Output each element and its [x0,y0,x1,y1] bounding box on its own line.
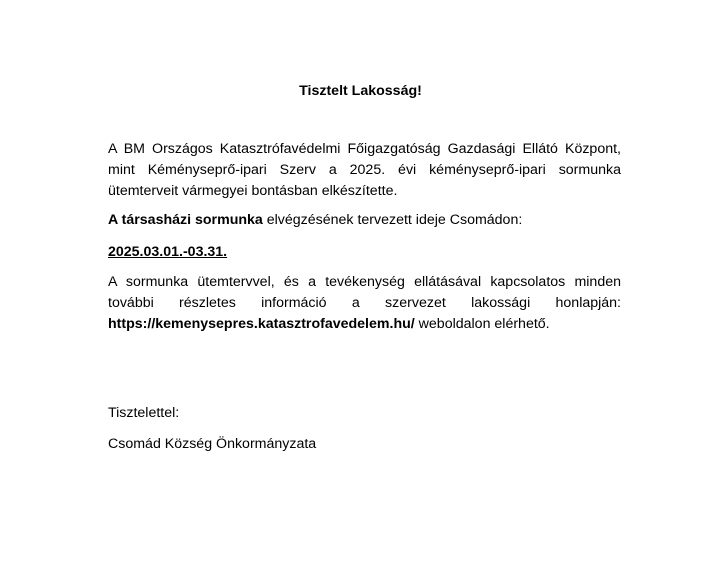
schedule-bold-label: A társasházi sormunka [108,212,263,228]
info-suffix: weboldalon elérhető. [414,316,550,332]
info-text: A sormunka ütemtervvel, és a tevékenység ellátásával kapcsolatos minden további részletes információ a szervezet lakossági honlapján: [108,274,621,311]
document-title: Tisztelt Lakosság! [299,83,422,99]
date-range: 2025.03.01.-03.31. [108,244,228,260]
schedule-text: elvégzésének tervezett ideje Csomádon: [262,212,523,228]
info-paragraph [108,272,621,335]
signature: Csomád Község Önkormányzata [108,436,317,452]
schedule-paragraph [108,210,621,231]
greeting: Tisztelettel: [108,405,180,421]
intro-paragraph: A BM Országos Katasztrófavédelmi Főigazgatóság Gazdasági Ellátó Központ, mint Kéményseprő-ipari Szerv a 2025. évi kéményseprő-ipari sormunka ütemterveit vármegyei bontásban elkészítette. [108,141,621,199]
website-link[interactable]: https://kemenysepres.katasztrofavedelem.hu/ [108,316,415,332]
